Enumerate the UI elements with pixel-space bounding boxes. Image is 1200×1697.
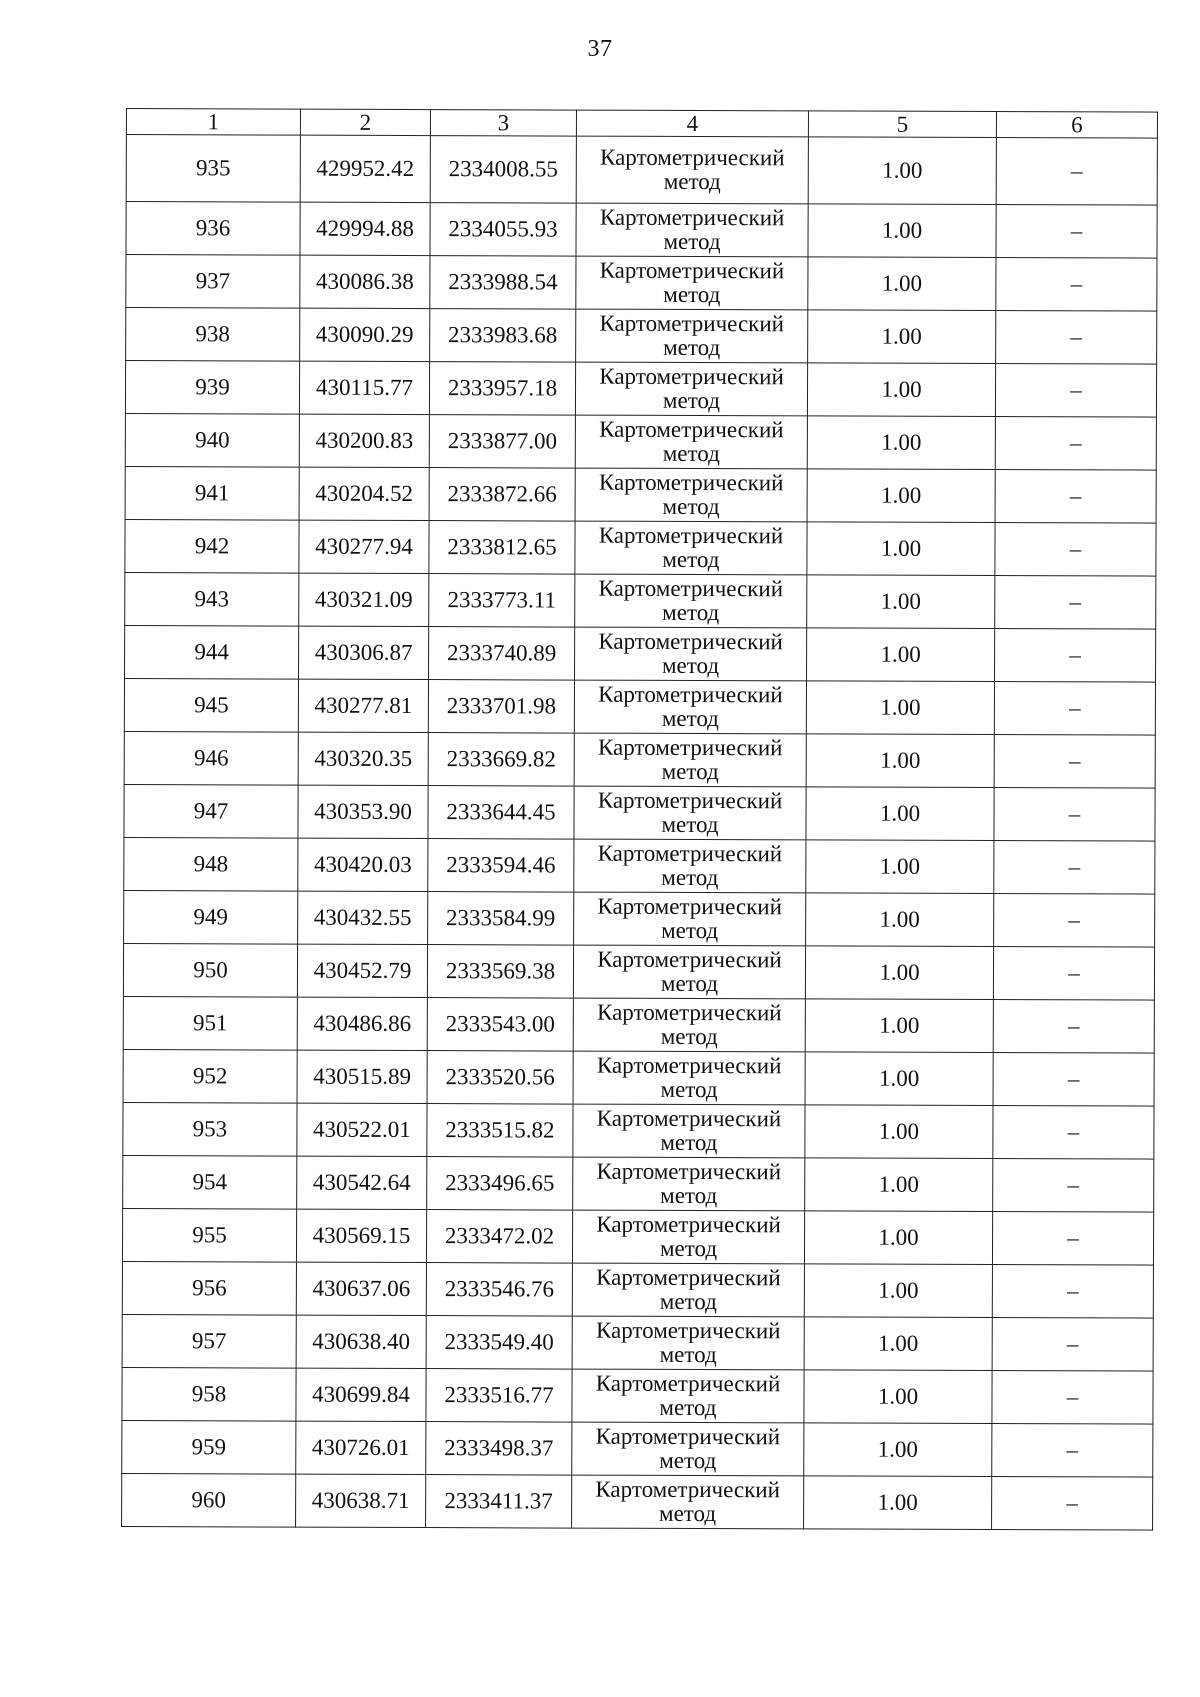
- y-coordinate-cell: 2334055.93: [430, 203, 576, 257]
- point-number-cell: 943: [125, 572, 299, 626]
- accuracy-cell: 1.00: [806, 840, 994, 894]
- accuracy-cell: 1.00: [804, 1476, 992, 1530]
- y-coordinate-cell: 2333498.37: [426, 1422, 572, 1476]
- point-number-cell: 938: [126, 308, 300, 362]
- point-number-cell: 937: [126, 255, 300, 309]
- table-row: [126, 202, 1157, 259]
- x-coordinate-cell: 430353.90: [298, 785, 428, 838]
- note-cell: –: [995, 417, 1156, 471]
- accuracy-cell: 1.00: [804, 1370, 992, 1424]
- table-row: [125, 413, 1156, 470]
- point-number-cell: 946: [124, 731, 298, 785]
- note-cell: –: [994, 894, 1155, 948]
- method-cell: Картометрический метод: [575, 415, 807, 469]
- method-cell: Картометрический метод: [575, 521, 807, 575]
- accuracy-cell: 1.00: [805, 946, 993, 1000]
- point-number-cell: 948: [124, 837, 298, 891]
- method-cell: Картометрический метод: [576, 203, 808, 257]
- x-coordinate-cell: 429994.88: [300, 202, 430, 255]
- x-coordinate-cell: 430452.79: [297, 944, 427, 997]
- table-header-row: [126, 109, 1157, 139]
- column-header: 2: [300, 109, 430, 135]
- table-row: [123, 943, 1154, 1000]
- x-coordinate-cell: 430637.06: [296, 1262, 426, 1315]
- table-row: [124, 784, 1155, 841]
- point-number-cell: 956: [122, 1261, 296, 1315]
- table-row: [122, 1420, 1153, 1477]
- accuracy-cell: 1.00: [805, 999, 993, 1053]
- y-coordinate-cell: 2333701.98: [428, 680, 574, 734]
- accuracy-cell: 1.00: [805, 1158, 993, 1212]
- accuracy-cell: 1.00: [806, 734, 994, 788]
- y-coordinate-cell: 2333594.46: [428, 839, 574, 893]
- point-number-cell: 949: [124, 890, 298, 944]
- coordinates-table: [121, 108, 1158, 1531]
- table-row: [126, 308, 1157, 365]
- y-coordinate-cell: 2333520.56: [427, 1051, 573, 1105]
- x-coordinate-cell: 430726.01: [296, 1421, 426, 1474]
- x-coordinate-cell: 430090.29: [300, 308, 430, 361]
- x-coordinate-cell: 430522.01: [297, 1103, 427, 1156]
- method-cell: Картометрический метод: [572, 1316, 804, 1370]
- note-cell: –: [995, 576, 1156, 630]
- y-coordinate-cell: 2333812.65: [429, 521, 575, 575]
- note-cell: –: [992, 1318, 1153, 1372]
- y-coordinate-cell: 2333740.89: [429, 627, 575, 681]
- accuracy-cell: 1.00: [807, 628, 995, 682]
- column-header: 4: [576, 110, 808, 137]
- table-row: [125, 572, 1156, 629]
- method-cell: Картометрический метод: [574, 733, 806, 787]
- point-number-cell: 959: [122, 1420, 296, 1474]
- point-number-cell: 944: [125, 625, 299, 679]
- note-cell: –: [994, 735, 1155, 789]
- accuracy-cell: 1.00: [807, 416, 995, 470]
- y-coordinate-cell: 2333472.02: [426, 1210, 572, 1264]
- x-coordinate-cell: 430321.09: [299, 573, 429, 626]
- x-coordinate-cell: 430542.64: [297, 1156, 427, 1209]
- table-body: [122, 135, 1158, 1531]
- y-coordinate-cell: 2333669.82: [428, 733, 574, 787]
- point-number-cell: 935: [126, 135, 300, 203]
- x-coordinate-cell: 430277.81: [298, 679, 428, 732]
- accuracy-cell: 1.00: [804, 1211, 992, 1265]
- page-number: 37: [587, 36, 613, 62]
- note-cell: –: [995, 470, 1156, 524]
- note-cell: –: [992, 1424, 1153, 1478]
- point-number-cell: 952: [123, 1049, 297, 1103]
- table-row: [123, 1155, 1154, 1212]
- y-coordinate-cell: 2333549.40: [426, 1316, 572, 1370]
- method-cell: Картометрический метод: [572, 1210, 804, 1264]
- accuracy-cell: 1.00: [806, 681, 994, 735]
- y-coordinate-cell: 2333877.00: [429, 415, 575, 469]
- accuracy-cell: 1.00: [806, 787, 994, 841]
- y-coordinate-cell: 2333584.99: [428, 892, 574, 946]
- table-row: [123, 1102, 1154, 1159]
- accuracy-cell: 1.00: [808, 310, 996, 364]
- x-coordinate-cell: 430515.89: [297, 1050, 427, 1103]
- x-coordinate-cell: 430200.83: [299, 414, 429, 467]
- accuracy-cell: 1.00: [807, 575, 995, 629]
- method-cell: Картометрический метод: [572, 1475, 804, 1529]
- method-cell: Картометрический метод: [573, 945, 805, 999]
- point-number-cell: 941: [125, 466, 299, 520]
- y-coordinate-cell: 2333988.54: [430, 256, 576, 310]
- table-row: [125, 466, 1156, 523]
- y-coordinate-cell: 2333957.18: [429, 362, 575, 416]
- method-cell: Картометрический метод: [572, 1263, 804, 1317]
- method-cell: Картометрический метод: [576, 256, 808, 310]
- y-coordinate-cell: 2333411.37: [426, 1475, 572, 1529]
- table-row: [126, 135, 1157, 206]
- y-coordinate-cell: 2333515.82: [427, 1104, 573, 1158]
- accuracy-cell: 1.00: [808, 137, 996, 205]
- point-number-cell: 936: [126, 202, 300, 256]
- point-number-cell: 960: [122, 1473, 296, 1527]
- note-cell: –: [994, 682, 1155, 736]
- table-row: [122, 1261, 1153, 1318]
- point-number-cell: 954: [123, 1155, 297, 1209]
- x-coordinate-cell: 430420.03: [298, 838, 428, 891]
- point-number-cell: 939: [125, 361, 299, 415]
- note-cell: –: [996, 138, 1157, 206]
- method-cell: Картометрический метод: [575, 468, 807, 522]
- y-coordinate-cell: 2333872.66: [429, 468, 575, 522]
- y-coordinate-cell: 2333546.76: [426, 1263, 572, 1317]
- method-cell: Картометрический метод: [573, 998, 805, 1052]
- method-cell: Картометрический метод: [575, 574, 807, 628]
- x-coordinate-cell: 430086.38: [300, 255, 430, 308]
- point-number-cell: 947: [124, 784, 298, 838]
- method-cell: Картометрический метод: [573, 1051, 805, 1105]
- accuracy-cell: 1.00: [805, 1052, 993, 1106]
- note-cell: –: [993, 1000, 1154, 1054]
- method-cell: Картометрический метод: [573, 1104, 805, 1158]
- table-row: [122, 1314, 1153, 1371]
- note-cell: –: [992, 1212, 1153, 1266]
- note-cell: –: [995, 523, 1156, 577]
- accuracy-cell: 1.00: [804, 1264, 992, 1318]
- table-row: [122, 1367, 1153, 1424]
- note-cell: –: [993, 1053, 1154, 1107]
- note-cell: –: [992, 1477, 1153, 1531]
- column-header: 6: [996, 112, 1157, 139]
- table-row: [124, 731, 1155, 788]
- method-cell: Картометрический метод: [574, 680, 806, 734]
- y-coordinate-cell: 2333496.65: [427, 1157, 573, 1211]
- y-coordinate-cell: 2333983.68: [430, 309, 576, 363]
- x-coordinate-cell: 430277.94: [299, 520, 429, 573]
- accuracy-cell: 1.00: [808, 204, 996, 258]
- accuracy-cell: 1.00: [806, 893, 994, 947]
- note-cell: –: [994, 788, 1155, 842]
- note-cell: –: [996, 258, 1157, 312]
- method-cell: Картометрический метод: [573, 1157, 805, 1211]
- table-row: [126, 255, 1157, 312]
- accuracy-cell: 1.00: [807, 469, 995, 523]
- note-cell: –: [995, 629, 1156, 683]
- column-header: 5: [808, 111, 996, 138]
- y-coordinate-cell: 2333773.11: [429, 574, 575, 628]
- column-header: 3: [430, 110, 576, 137]
- y-coordinate-cell: 2333543.00: [427, 998, 573, 1052]
- note-cell: –: [996, 205, 1157, 259]
- table-row: [124, 890, 1155, 947]
- table-row: [124, 678, 1155, 735]
- x-coordinate-cell: 429952.42: [300, 135, 430, 202]
- method-cell: Картометрический метод: [575, 362, 807, 416]
- note-cell: –: [992, 1265, 1153, 1319]
- method-cell: Картометрический метод: [574, 839, 806, 893]
- method-cell: Картометрический метод: [574, 892, 806, 946]
- note-cell: –: [992, 1371, 1153, 1425]
- x-coordinate-cell: 430306.87: [299, 626, 429, 679]
- x-coordinate-cell: 430320.35: [298, 732, 428, 785]
- method-cell: Картометрический метод: [575, 627, 807, 681]
- table-row: [123, 996, 1154, 1053]
- y-coordinate-cell: 2333644.45: [428, 786, 574, 840]
- point-number-cell: 942: [125, 519, 299, 573]
- column-header: 1: [126, 109, 300, 136]
- accuracy-cell: 1.00: [805, 1105, 993, 1159]
- point-number-cell: 957: [122, 1314, 296, 1368]
- table-row: [123, 1049, 1154, 1106]
- method-cell: Картометрический метод: [572, 1422, 804, 1476]
- method-cell: Картометрический метод: [574, 786, 806, 840]
- point-number-cell: 940: [125, 413, 299, 467]
- table-row: [124, 837, 1155, 894]
- table-row: [125, 625, 1156, 682]
- note-cell: –: [995, 364, 1156, 418]
- note-cell: –: [994, 841, 1155, 895]
- y-coordinate-cell: 2334008.55: [430, 136, 576, 204]
- point-number-cell: 945: [124, 678, 298, 732]
- method-cell: Картометрический метод: [576, 309, 808, 363]
- x-coordinate-cell: 430638.40: [296, 1315, 426, 1368]
- table-row: [122, 1208, 1153, 1265]
- method-cell: Картометрический метод: [572, 1369, 804, 1423]
- y-coordinate-cell: 2333569.38: [427, 945, 573, 999]
- note-cell: –: [993, 1159, 1154, 1213]
- accuracy-cell: 1.00: [808, 257, 996, 311]
- x-coordinate-cell: 430569.15: [296, 1209, 426, 1262]
- accuracy-cell: 1.00: [804, 1317, 992, 1371]
- x-coordinate-cell: 430115.77: [299, 361, 429, 414]
- y-coordinate-cell: 2333516.77: [426, 1369, 572, 1423]
- note-cell: –: [993, 947, 1154, 1001]
- x-coordinate-cell: 430699.84: [296, 1368, 426, 1421]
- accuracy-cell: 1.00: [804, 1423, 992, 1477]
- point-number-cell: 953: [123, 1102, 297, 1156]
- accuracy-cell: 1.00: [807, 363, 995, 417]
- table-row: [122, 1473, 1153, 1530]
- x-coordinate-cell: 430204.52: [299, 467, 429, 520]
- point-number-cell: 958: [122, 1367, 296, 1421]
- accuracy-cell: 1.00: [807, 522, 995, 576]
- point-number-cell: 951: [123, 996, 297, 1050]
- method-cell: Картометрический метод: [576, 136, 808, 204]
- point-number-cell: 955: [122, 1208, 296, 1262]
- table-row: [125, 519, 1156, 576]
- x-coordinate-cell: 430638.71: [296, 1474, 426, 1527]
- table-row: [125, 361, 1156, 418]
- point-number-cell: 950: [123, 943, 297, 997]
- x-coordinate-cell: 430486.86: [297, 997, 427, 1050]
- note-cell: –: [996, 311, 1157, 365]
- x-coordinate-cell: 430432.55: [298, 891, 428, 944]
- note-cell: –: [993, 1106, 1154, 1160]
